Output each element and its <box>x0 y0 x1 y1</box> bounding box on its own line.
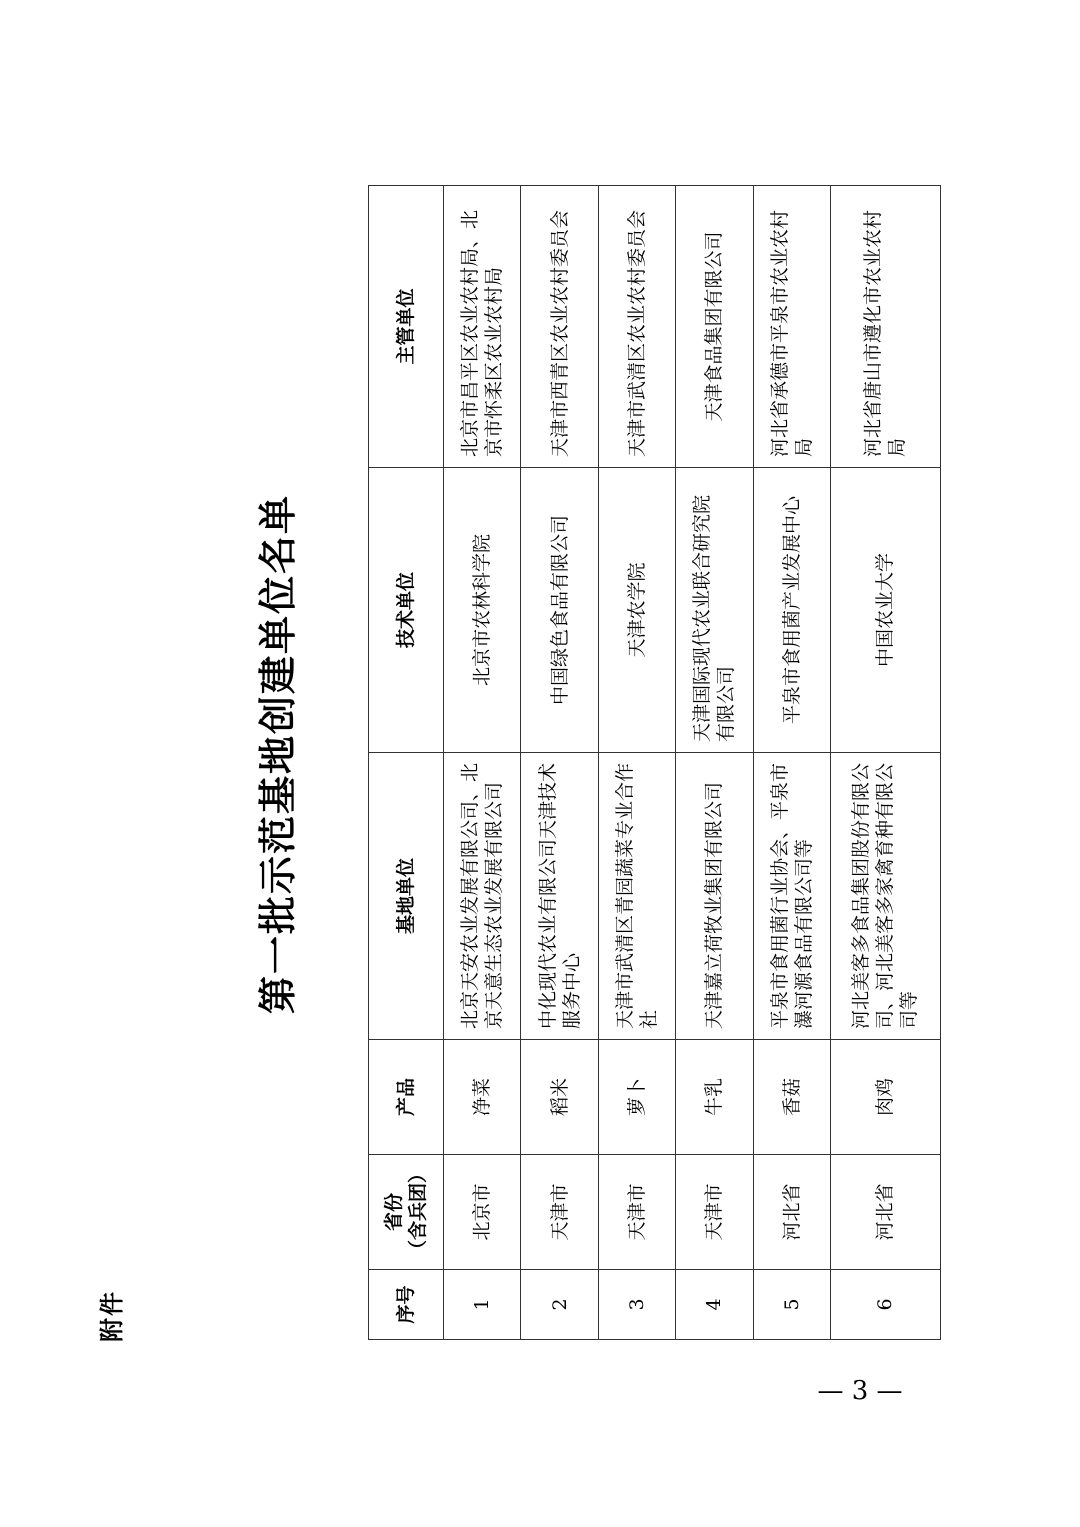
table-container <box>368 186 941 1340</box>
page-title: 第一批示范基地创建单位名单 <box>255 494 300 1015</box>
cell-province: 天津市 <box>676 1155 753 1270</box>
table-row <box>753 186 830 1340</box>
table-row <box>676 186 753 1340</box>
header-index: 序号 <box>369 1270 444 1340</box>
cell-base: 天津市武清区青园蔬菜专业合作社 <box>598 753 675 1040</box>
cell-province: 天津市 <box>598 1155 675 1270</box>
cell-tech: 中国农业大学 <box>830 468 940 753</box>
cell-base: 北京天安农业发展有限公司、北京天意生态农业发展有限公司 <box>444 753 521 1040</box>
table-row <box>830 186 940 1340</box>
cell-supervisor: 河北省承德市平泉市农业农村局 <box>753 186 830 468</box>
cell-base: 中化现代农业有限公司天津技术服务中心 <box>521 753 598 1040</box>
cell-supervisor: 北京市昌平区农业农村局、北京市怀柔区农业农村局 <box>444 186 521 468</box>
cell-supervisor: 河北省唐山市遵化市农业农村局 <box>830 186 940 468</box>
table-header-row <box>369 186 444 1340</box>
header-province-line2: （含兵团） <box>407 1163 429 1259</box>
cell-index: 2 <box>521 1270 598 1340</box>
cell-product: 净菜 <box>444 1040 521 1155</box>
table-row <box>521 186 598 1340</box>
header-product: 产品 <box>369 1040 444 1155</box>
cell-tech: 北京市农林科学院 <box>444 468 521 753</box>
cell-province: 河北省 <box>753 1155 830 1270</box>
cell-province: 北京市 <box>444 1155 521 1270</box>
annex-label: 附件 <box>98 1290 126 1342</box>
cell-product: 牛乳 <box>676 1040 753 1155</box>
header-base: 基地单位 <box>369 753 444 1040</box>
cell-product: 稻米 <box>521 1040 598 1155</box>
cell-base: 河北美客多食品集团股份有限公司、河北美客多家禽育种有限公司等 <box>830 753 940 1040</box>
header-province-line1: 省份 <box>383 1193 405 1232</box>
cell-tech: 天津国际现代农业联合研究院有限公司 <box>676 468 753 753</box>
header-tech: 技术单位 <box>369 468 444 753</box>
cell-supervisor: 天津市西青区农业农村委员会 <box>521 186 598 468</box>
cell-province: 河北省 <box>830 1155 940 1270</box>
cell-tech: 天津农学院 <box>598 468 675 753</box>
cell-base: 天津嘉立荷牧业集团有限公司 <box>676 753 753 1040</box>
cell-index: 5 <box>753 1270 830 1340</box>
cell-tech: 中国绿色食品有限公司 <box>521 468 598 753</box>
cell-index: 1 <box>444 1270 521 1340</box>
cell-index: 6 <box>830 1270 940 1340</box>
base-list-table <box>368 185 941 1340</box>
cell-index: 3 <box>598 1270 675 1340</box>
cell-index: 4 <box>676 1270 753 1340</box>
cell-supervisor: 天津食品集团有限公司 <box>676 186 753 468</box>
header-province <box>369 1155 444 1270</box>
cell-base: 平泉市食用菌行业协会、平泉市瀑河源食品有限公司等 <box>753 753 830 1040</box>
cell-product: 香菇 <box>753 1040 830 1155</box>
cell-tech: 平泉市食用菌产业发展中心 <box>753 468 830 753</box>
header-supervisor: 主管单位 <box>369 186 444 468</box>
table-row <box>598 186 675 1340</box>
page-number: — 3 — <box>817 1376 903 1406</box>
cell-province: 天津市 <box>521 1155 598 1270</box>
table-row <box>444 186 521 1340</box>
cell-supervisor: 天津市武清区农业农村委员会 <box>598 186 675 468</box>
cell-product: 肉鸡 <box>830 1040 940 1155</box>
cell-product: 萝卜 <box>598 1040 675 1155</box>
